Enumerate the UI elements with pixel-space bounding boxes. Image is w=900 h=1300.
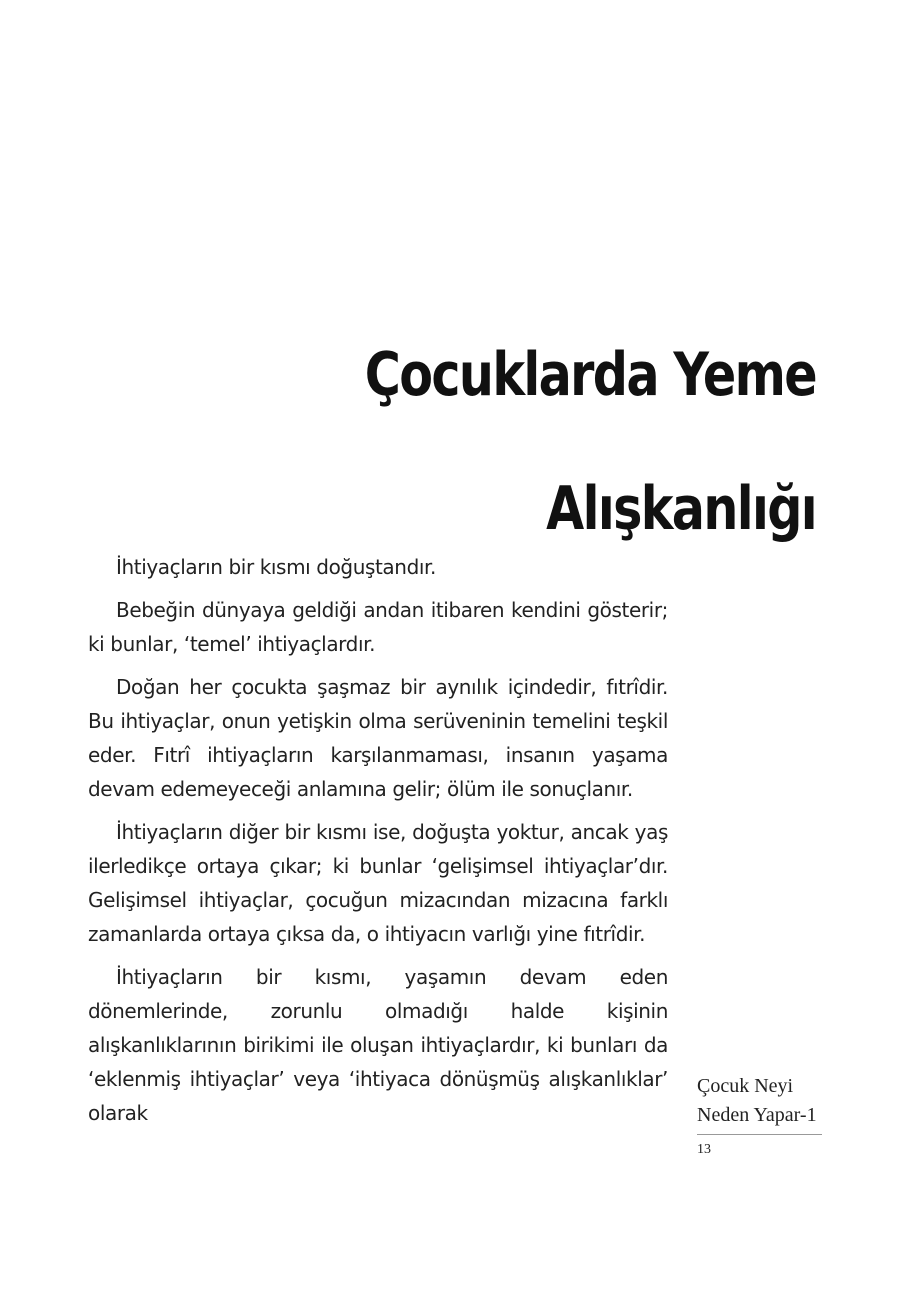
chapter-title <box>291 308 816 576</box>
running-footer <box>697 1072 822 1158</box>
page-number: 13 <box>697 1142 711 1157</box>
body-text <box>88 550 668 1139</box>
paragraph: Doğan her çocukta şaşmaz bir aynılık içindedir, fıtrîdir. Bu ihtiyaçlar, onun yetişkin olma serüveninin temelini teşkil eder. Fıtrî ihtiyaçların karşılanmaması, insanın yaşama devam edemeyeceği anlamına gelir; ölüm ile sonuçlanır. <box>88 675 668 801</box>
book-title-line-1: Çocuk Neyi <box>697 1075 794 1097</box>
chapter-title-line-1: Çocuklarda Yeme <box>364 340 816 411</box>
paragraph: İhtiyaçların bir kısmı doğuştandır. <box>116 555 436 579</box>
book-title-line-2: Neden Yapar-1 <box>697 1104 817 1126</box>
paragraph: Bebeğin dünyaya geldiği andan itibaren kendini gösterir; ki bunlar, ‘temel’ ihtiyaçlardır. <box>88 598 668 656</box>
book-title <box>697 1072 822 1135</box>
paragraph: İhtiyaçların bir kısmı, yaşamın devam eden dönemlerinde, zorunlu olmadığı halde kişinin alışkanlıklarının birikimi ile oluşan ihtiyaçlardır, ki bunları da ‘eklenmiş ihtiyaçlar’ veya ‘ihtiyaca dönüşmüş alışkanlıklar’ olarak <box>88 965 668 1125</box>
paragraph: İhtiyaçların diğer bir kısmı ise, doğuşta yoktur, ancak yaş ilerledikçe ortaya çıkar; ki bunlar ‘gelişimsel ihtiyaçlar’dır. Gelişimsel ihtiyaçlar, çocuğun mizacından mizacına farklı zamanlarda ortaya çıksa da, o ihtiyacın varlığı yine fıtrîdir. <box>88 820 668 946</box>
chapter-title-line-2: Alışkanlığı <box>546 474 816 545</box>
